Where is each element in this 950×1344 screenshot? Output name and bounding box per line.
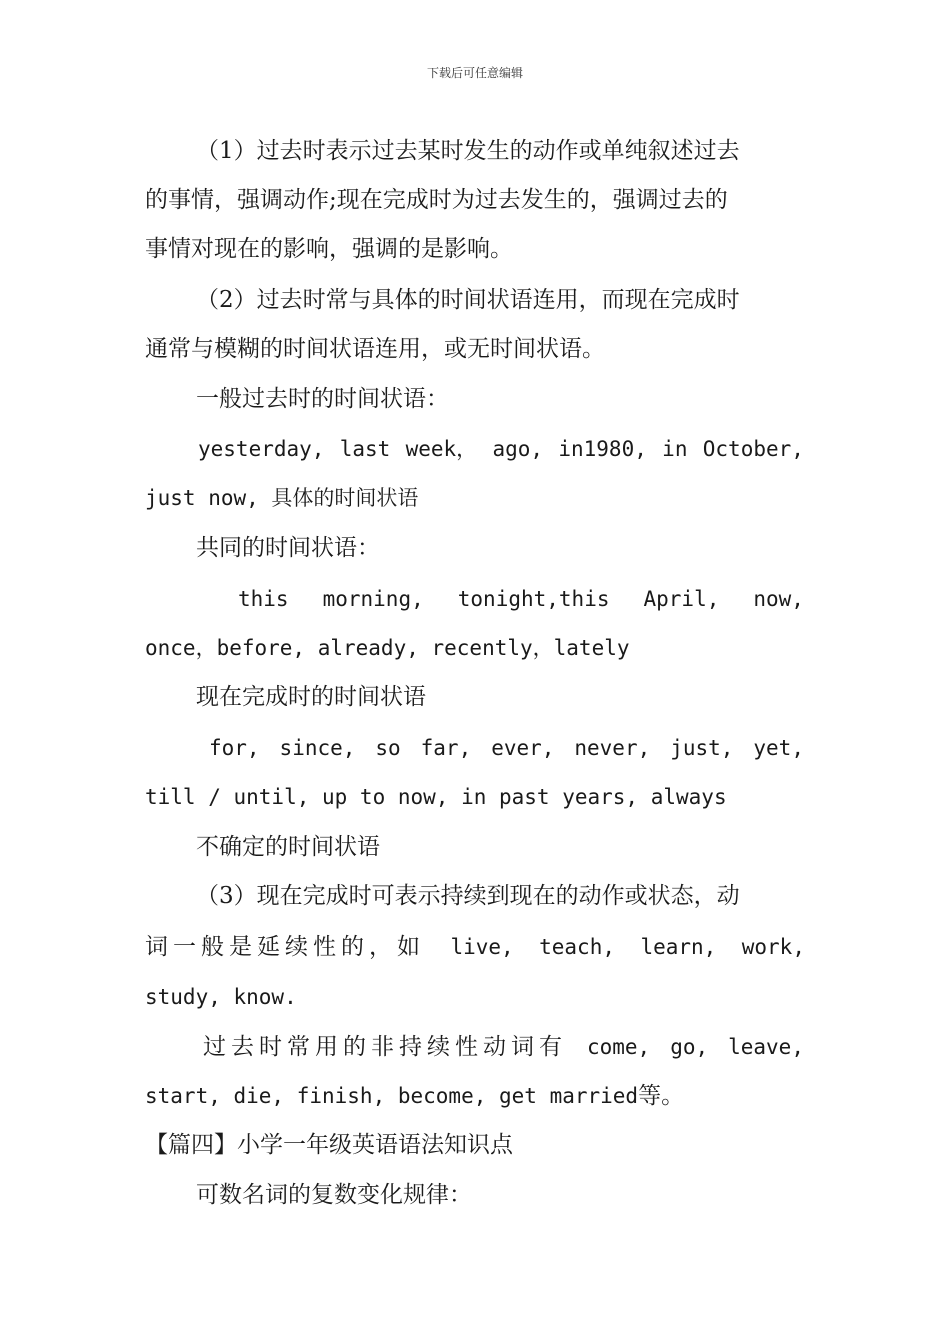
word: teach, [539, 935, 615, 959]
perfect-adverbials-heading: 现在完成时的时间状语 [196, 684, 426, 710]
word: October, [702, 437, 804, 461]
word: so [375, 736, 401, 760]
word: in [662, 437, 688, 461]
indefinite-adverbials-heading: 不确定的时间状语 [196, 834, 380, 860]
page-header: 下载后可任意编辑 [426, 66, 523, 80]
word: ago, [492, 437, 544, 461]
common-adverbials-line-2: once，before, already, recently，lately [145, 636, 630, 660]
word: since, [279, 736, 356, 760]
paragraph-1-line-3: 事情对现在的影响，强调的是影响。 [145, 236, 513, 262]
word: just, [670, 736, 734, 760]
common-adverbials-line-1 [238, 584, 804, 614]
paragraph-3-line-2 [145, 932, 805, 962]
word: far, [420, 736, 472, 760]
word: this [238, 587, 289, 611]
word: morning, [322, 587, 424, 611]
word: in1980, [558, 437, 647, 461]
paragraph-3-cjk: 词一般是延续性的，如 [145, 934, 425, 960]
word: go, [670, 1035, 709, 1059]
paragraph-4-line-1 [203, 1032, 804, 1062]
word: leave, [728, 1035, 804, 1059]
perfect-adverbials-line-1 [209, 733, 804, 763]
common-adverbials-heading: 共同的时间状语： [196, 535, 380, 561]
section-title: 【篇四】小学一年级英语语法知识点 [145, 1132, 513, 1158]
paragraph-2-line-1: （2）过去时常与具体的时间状语连用，而现在完成时 [196, 287, 740, 313]
word: last [339, 437, 391, 461]
word: tonight,this [457, 587, 610, 611]
plural-rules-heading: 可数名词的复数变化规律： [196, 1182, 472, 1208]
word: for, [209, 736, 260, 760]
word: learn, [640, 935, 717, 959]
paragraph-2-line-2: 通常与模糊的时间状语连用，或无时间状语。 [145, 336, 605, 362]
word: work, [741, 935, 805, 959]
paragraph-4-english: start, die, finish, become, get married [145, 1084, 639, 1108]
word: come, [586, 1035, 651, 1059]
word: now, [753, 587, 804, 611]
word: yet, [753, 736, 804, 760]
word: week， [405, 437, 478, 461]
paragraph-4-line-2 [145, 1081, 805, 1111]
paragraph-4-cjk: 过去时常用的非持续性动词有 [203, 1034, 567, 1060]
past-adverbials-heading: 一般过去时的时间状语： [196, 386, 449, 412]
paragraph-4-ending: 等。 [638, 1083, 685, 1109]
paragraph-3-line-1: （3）现在完成时可表示持续到现在的动作或状态，动 [196, 883, 740, 909]
word: yesterday, [198, 437, 325, 461]
perfect-adverbials-line-2: till / until, up to now, in past years, always [145, 785, 727, 809]
word: never, [574, 736, 651, 760]
word: ever, [491, 736, 555, 760]
paragraph-1-line-1: （1）过去时表示过去某时发生的动作或单纯叙述过去 [196, 138, 740, 164]
word: April, [643, 587, 720, 611]
paragraph-3-line-3: study, know. [145, 985, 297, 1009]
paragraph-1-line-2: 的事情，强调动作;现在完成时为过去发生的，强调过去的 [145, 187, 728, 213]
word: live, [450, 935, 514, 959]
past-adverbials-line-1 [198, 434, 804, 464]
past-adverbials-line-2: just now, 具体的时间状语 [145, 486, 419, 510]
